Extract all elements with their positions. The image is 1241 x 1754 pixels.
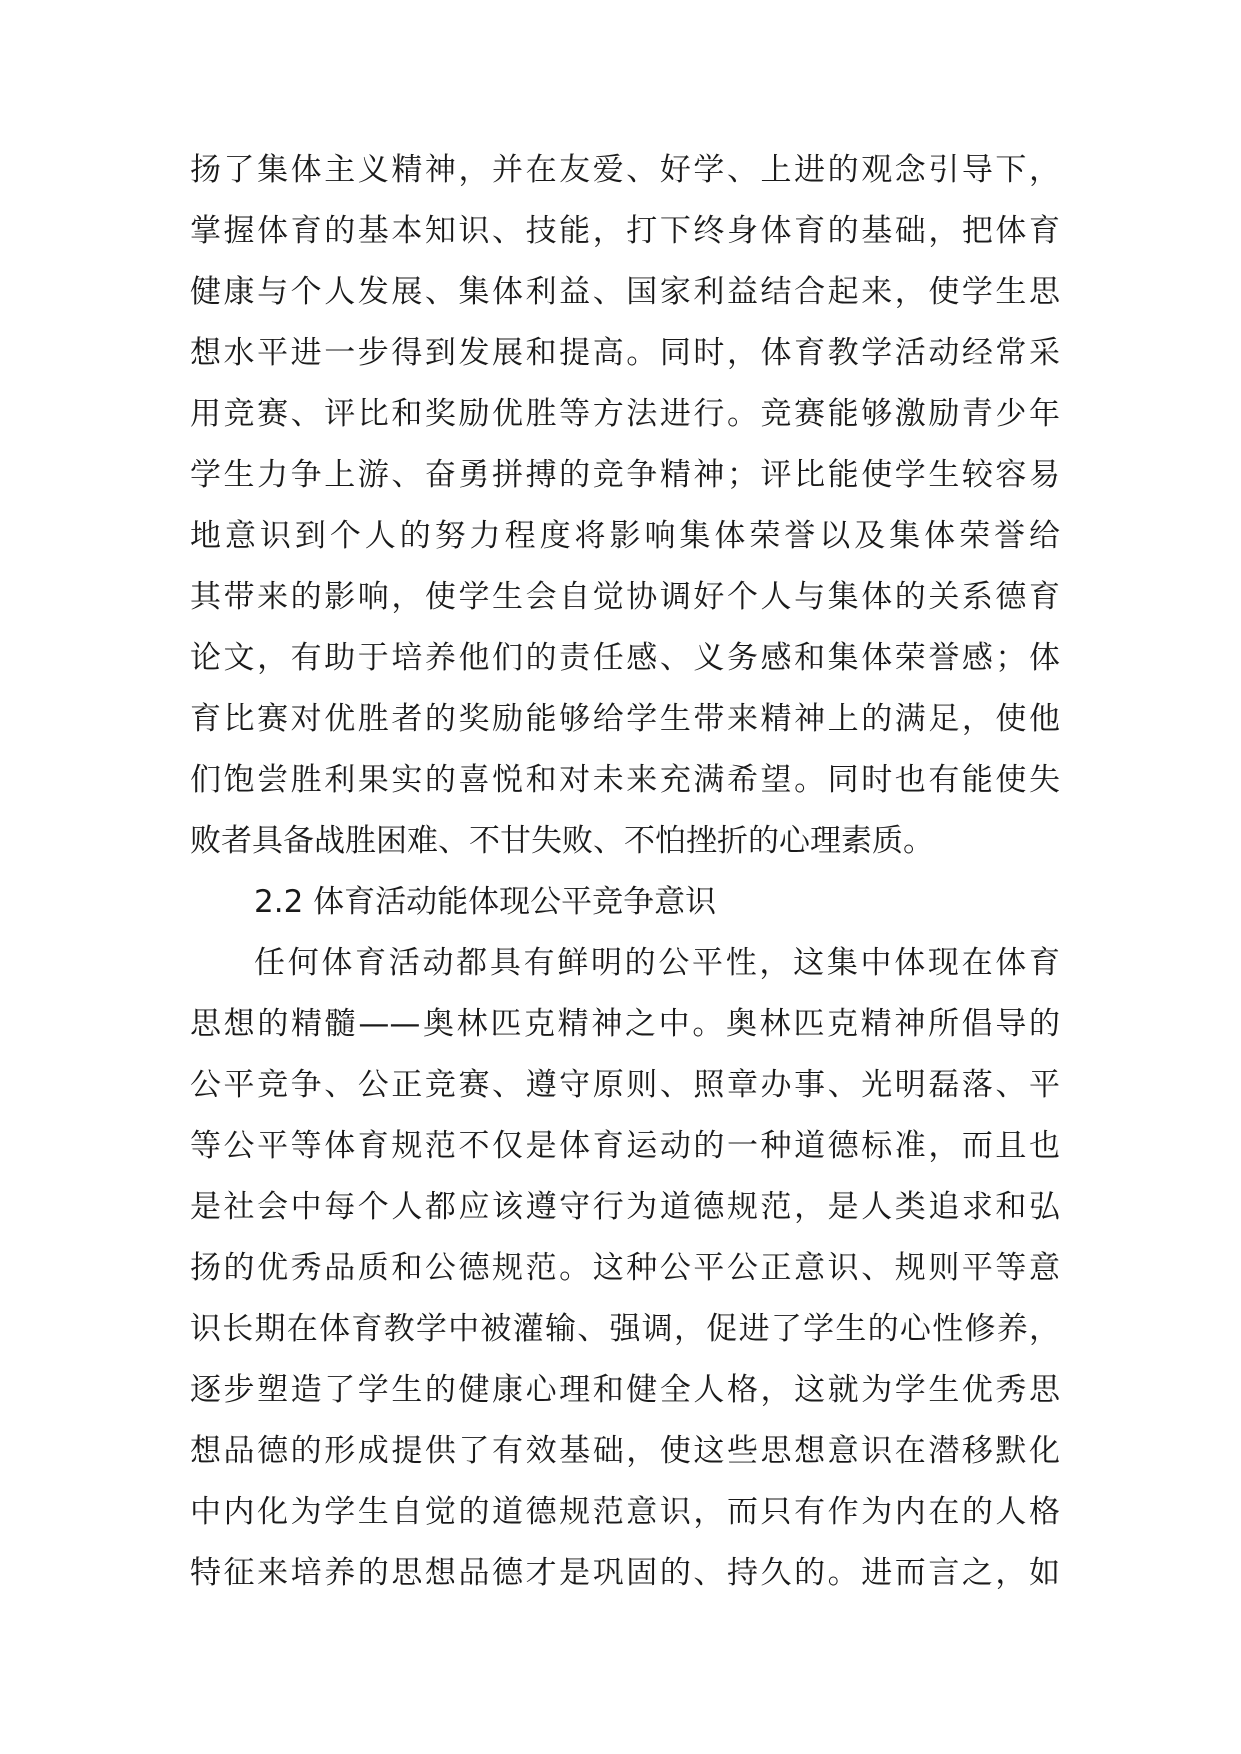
body-text-line: 想品德的形成提供了有效基础，使这些思想意识在潜移默化 (190, 1433, 1060, 1469)
body-text-line: 健康与个人发展、集体利益、国家利益结合起来，使学生思 (190, 274, 1060, 310)
body-text-line: 其带来的影响，使学生会自觉协调好个人与集体的关系德育 (190, 579, 1060, 615)
body-text-line: 扬了集体主义精神，并在友爱、好学、上进的观念引导下， (190, 152, 1060, 188)
body-text-line: 逐步塑造了学生的健康心理和健全人格，这就为学生优秀思 (190, 1372, 1060, 1408)
body-text-line: 扬的优秀品质和公德规范。这种公平公正意识、规则平等意 (190, 1250, 1060, 1286)
body-text-line: 思想的精髓——奥林匹克精神之中。奥林匹克精神所倡导的 (190, 1006, 1060, 1042)
body-text-line: 用竞赛、评比和奖励优胜等方法进行。竞赛能够激励青少年 (190, 396, 1060, 432)
body-text-line: 公平竞争、公正竞赛、遵守原则、照章办事、光明磊落、平 (190, 1067, 1060, 1103)
body-text-line: 特征来培养的思想品德才是巩固的、持久的。进而言之，如 (190, 1555, 1060, 1591)
body-text-line: 败者具备战胜困难、不甘失败、不怕挫折的心理素质。 (190, 823, 934, 859)
body-text-line: 育比赛对优胜者的奖励能够给学生带来精神上的满足，使他 (190, 701, 1060, 737)
section-heading: 2.2 体育活动能体现公平竞争意识 (254, 884, 717, 920)
body-text-line: 掌握体育的基本知识、技能，打下终身体育的基础，把体育 (190, 213, 1060, 249)
body-text-line: 地意识到个人的努力程度将影响集体荣誉以及集体荣誉给 (190, 518, 1060, 554)
body-text-line: 等公平等体育规范不仅是体育运动的一种道德标准，而且也 (190, 1128, 1060, 1164)
body-text-line: 中内化为学生自觉的道德规范意识，而只有作为内在的人格 (190, 1494, 1060, 1530)
body-text-line: 论文，有助于培养他们的责任感、义务感和集体荣誉感；体 (190, 640, 1060, 676)
body-text-line: 识长期在体育教学中被灌输、强调，促进了学生的心性修养， (190, 1311, 1060, 1347)
body-text-line: 任何体育活动都具有鲜明的公平性，这集中体现在体育 (254, 945, 1060, 981)
body-text-line: 学生力争上游、奋勇拼搏的竞争精神；评比能使学生较容易 (190, 457, 1060, 493)
body-text-line: 是社会中每个人都应该遵守行为道德规范，是人类追求和弘 (190, 1189, 1060, 1225)
body-text-line: 们饱尝胜利果实的喜悦和对未来充满希望。同时也有能使失 (190, 762, 1060, 798)
body-text-line: 想水平进一步得到发展和提高。同时，体育教学活动经常采 (190, 335, 1060, 371)
